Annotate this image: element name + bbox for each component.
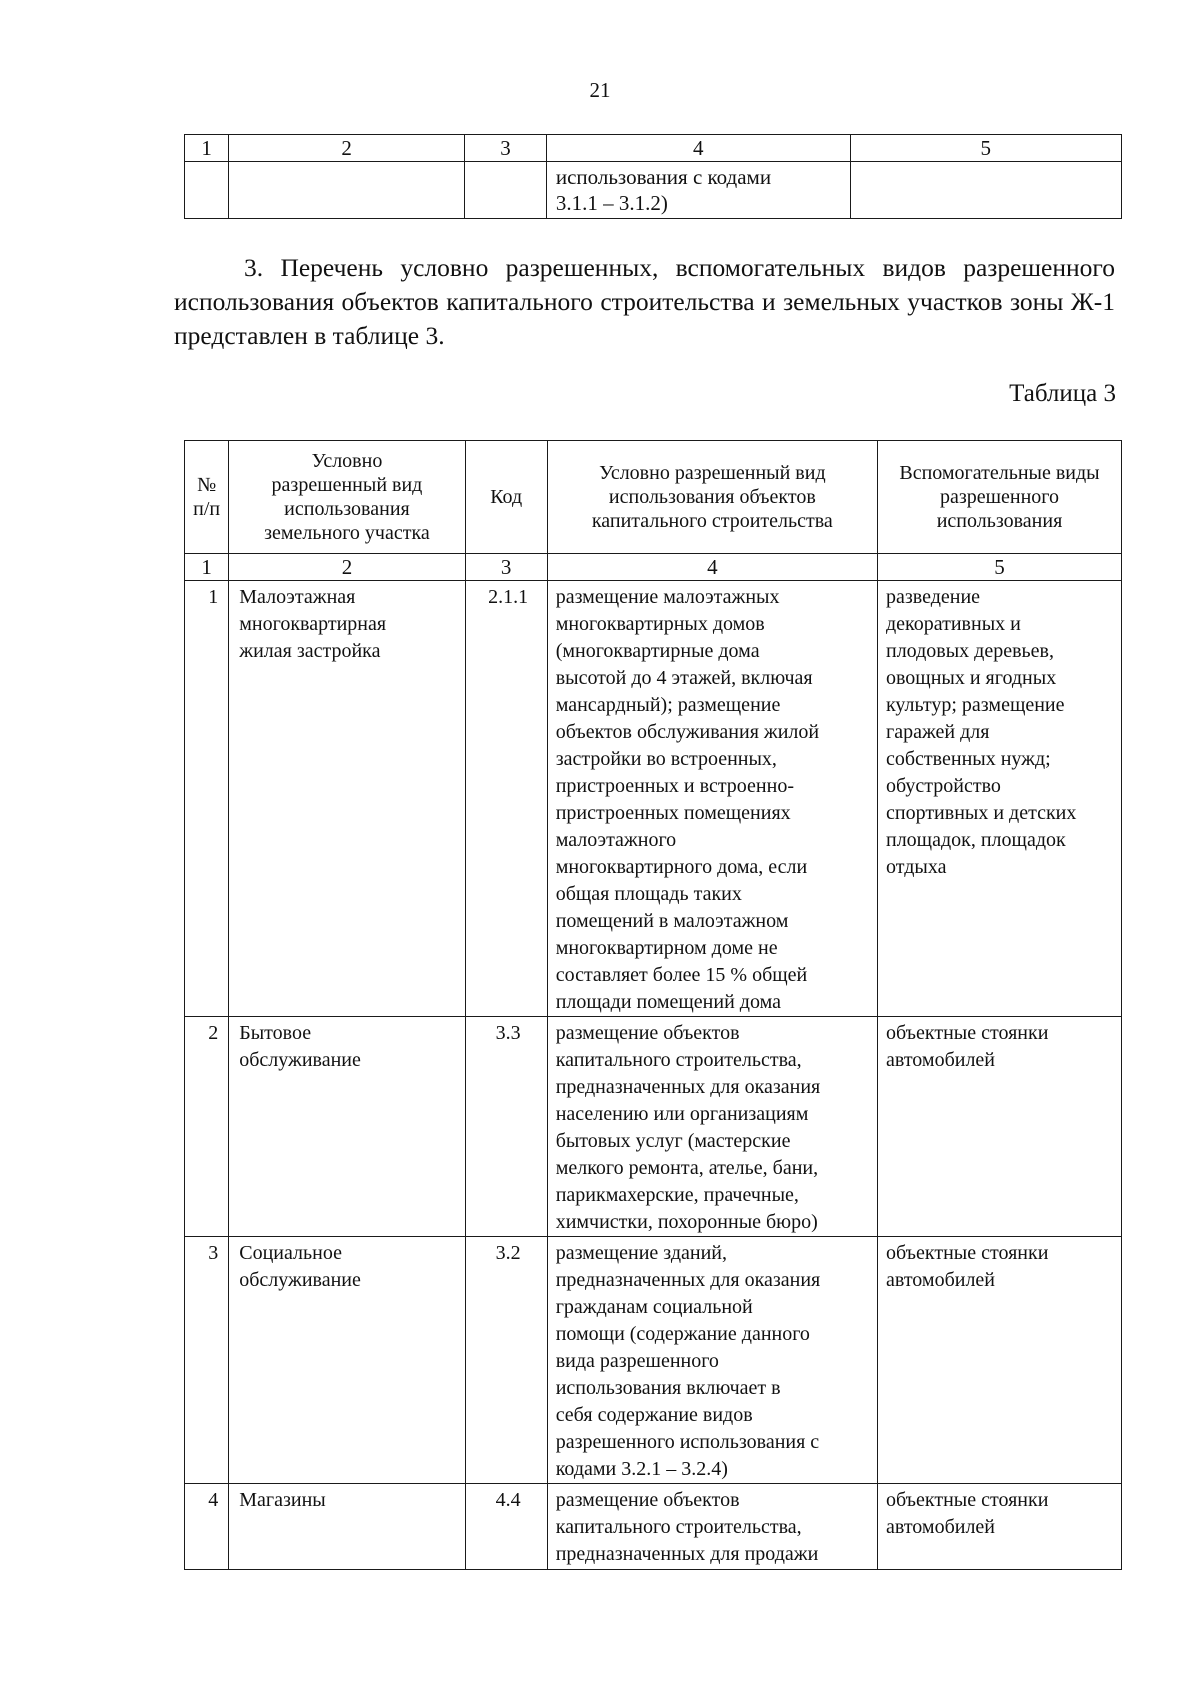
row-building-use: размещение объектов капитального строительства, предназначенных для оказания населению или организациям бытовых услуг (мастерские мелкого ремонта, ателье, бани, парикмахерские, прачечные, химчистки, похоронные бюро) [547, 1017, 877, 1237]
header-building-use: Условно разрешенный вид использования объектов капитального строительства [547, 441, 877, 554]
cell-building-use: использования с кодами 3.1.1 – 3.1.2) [546, 162, 850, 219]
header-land-use: Условно разрешенный вид использования земельного участка [229, 441, 465, 554]
row-land-use: Малоэтажная многоквартирная жилая застройка [229, 581, 465, 1017]
table-row [185, 581, 1122, 1017]
table-row [185, 162, 1122, 219]
intro-paragraph: 3. Перечень условно разрешенных, вспомогательных видов разрешенного использования объектов капитального строительства и земельных участков зоны Ж-1 представлен в таблице 3. [174, 253, 1115, 350]
col-number-3: 3 [465, 554, 547, 581]
col-number-3: 3 [465, 135, 547, 162]
page-number: 21 [589, 78, 611, 102]
col-number-1: 1 [185, 135, 229, 162]
col-number-2: 2 [229, 135, 465, 162]
table-row [185, 1237, 1122, 1484]
row-code: 3.3 [465, 1017, 547, 1237]
row-num: 3 [185, 1237, 229, 1484]
row-aux: разведение декоративных и плодовых деревьев, овощных и ягодных культур; размещение гаражей для собственных нужд; обустройство спортивных и детских площадок, площадок отдыха [878, 581, 1122, 1017]
table-3 [184, 440, 1122, 1570]
row-aux: объектные стоянки автомобилей [878, 1484, 1122, 1570]
col-number-4: 4 [547, 554, 877, 581]
row-land-use: Магазины [229, 1484, 465, 1570]
table-row [185, 1484, 1122, 1570]
col-number-1: 1 [185, 554, 229, 581]
row-num: 1 [185, 581, 229, 1017]
cell-code [465, 162, 547, 219]
row-building-use: размещение малоэтажных многоквартирных домов (многоквартирные дома высотой до 4 этажей, включая мансардный); размещение объектов обслуживания жилой застройки во встроенных, пристроенных и встроенно- пристроенных помещениях малоэтажного многоквартирного дома, если общая площадь таких помещений в малоэтажном многоквартирном доме не составляет более 15 % общей площади помещений дома [547, 581, 877, 1017]
cell-num [185, 162, 229, 219]
table-row [185, 1017, 1122, 1237]
row-code: 4.4 [465, 1484, 547, 1570]
col-number-4: 4 [546, 135, 850, 162]
row-building-use: размещение зданий, предназначенных для оказания гражданам социальной помощи (содержание данного вида разрешенного использования включает в себя содержание видов разрешенного использования с кодами 3.2.1 – 3.2.4) [547, 1237, 877, 1484]
header-num: № п/п [185, 441, 229, 554]
cell-land-use [229, 162, 465, 219]
col-number-5: 5 [850, 135, 1121, 162]
row-code: 3.2 [465, 1237, 547, 1484]
header-code: Код [465, 441, 547, 554]
row-code: 2.1.1 [465, 581, 547, 1017]
row-land-use: Бытовое обслуживание [229, 1017, 465, 1237]
row-land-use: Социальное обслуживание [229, 1237, 465, 1484]
table-caption: Таблица 3 [1009, 380, 1116, 407]
col-number-5: 5 [878, 554, 1122, 581]
cell-aux [850, 162, 1121, 219]
row-building-use: размещение объектов капитального строительства, предназначенных для продажи [547, 1484, 877, 1570]
row-num: 2 [185, 1017, 229, 1237]
row-aux: объектные стоянки автомобилей [878, 1237, 1122, 1484]
column-number-row [185, 135, 1122, 162]
header-row [185, 441, 1122, 554]
continued-table [184, 134, 1122, 219]
col-number-2: 2 [229, 554, 465, 581]
column-number-row [185, 554, 1122, 581]
row-aux: объектные стоянки автомобилей [878, 1017, 1122, 1237]
row-num: 4 [185, 1484, 229, 1570]
header-aux: Вспомогательные виды разрешенного использования [878, 441, 1122, 554]
